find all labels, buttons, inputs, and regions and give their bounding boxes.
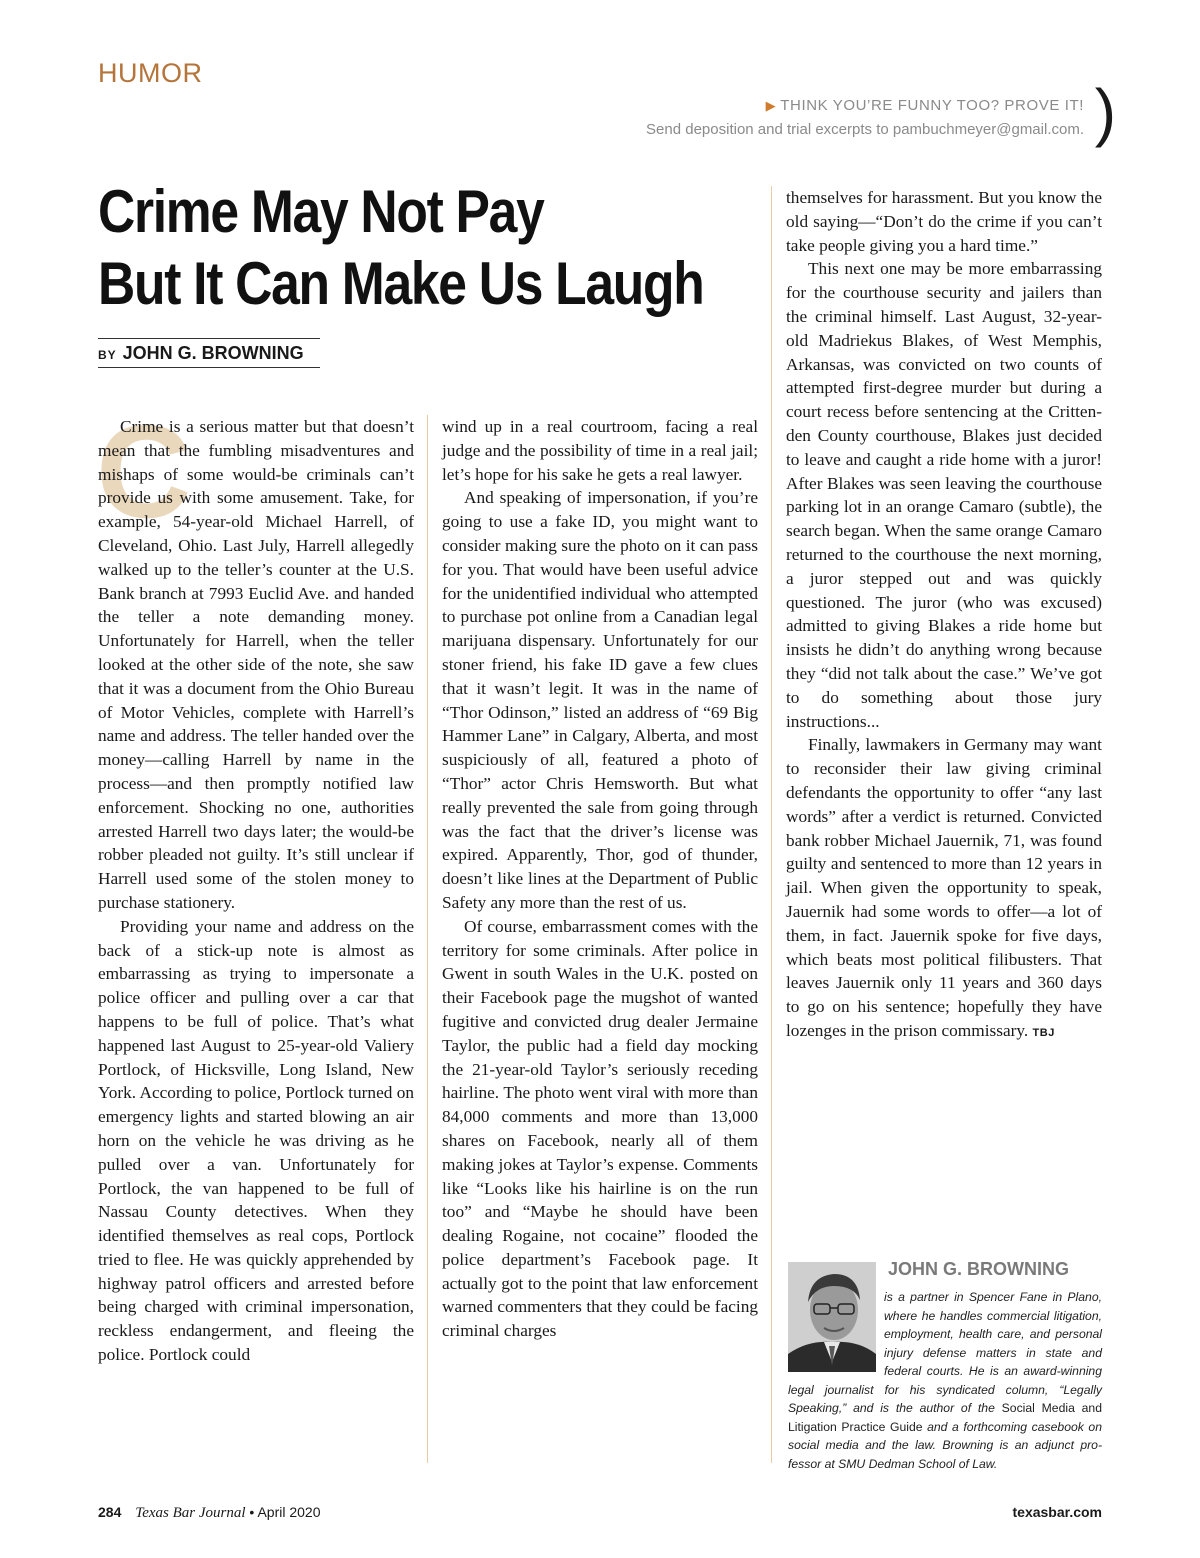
page-number: 284	[98, 1504, 122, 1520]
triangle-right-icon: ▶	[765, 98, 777, 113]
photo-spacer	[788, 1288, 884, 1380]
website-link[interactable]: texasbar.com	[1012, 1504, 1102, 1520]
byline-prefix: BY	[98, 348, 117, 362]
article-column-1	[98, 415, 414, 1367]
bio-text: is a partner in Spencer Fane in Plano, where he handles commercial litigation, employment, health care, and personal injury defense matters in state and federal courts. He is an award-winning legal journalist for his syndicated column, “Legally Speaking,” and is the author of the	[788, 1290, 1102, 1415]
footer-separator: •	[249, 1504, 255, 1520]
byline-author: JOHN G. BROWNING	[122, 343, 304, 363]
paragraph: wind up in a real courtroom, facing a real judge and the possibility of time in a real jail; let’s hope for his sake he gets a real lawyer.	[442, 417, 758, 484]
column-divider	[771, 186, 772, 1463]
section-label: HUMOR	[98, 58, 203, 88]
promo-headline-text: THINK YOU’RE FUNNY TOO? PROVE IT!	[780, 97, 1084, 114]
drop-cap: C	[96, 398, 192, 545]
title-line-2: But It Can Make Us Laugh	[98, 250, 704, 317]
promo-subtext: Send deposition and trial excerpts to pambuchmeyer@gmail.com.	[646, 121, 1084, 138]
page-footer	[98, 1504, 1102, 1526]
author-box-name: JOHN G. BROWNING	[888, 1259, 1070, 1279]
article-column-3	[786, 186, 1102, 1046]
paragraph-text: Finally, lawmakers in Germany may want to reconsider their law giving criminal defendants the opportunity to offer “any last words” after a verdict is returned. Convicted bank robber Michael Jauernik, 71, was found guilty and sentenced to more than 12 years in jail. When given the opportunity to speak, Jauernik had some words to offer—a lot of them, in fact. Jauernik spoke for five days, which beats most political filibusters. That leaves Jauernik only 11 years and 360 days to go on his sentence; hopefully they have lozenges in the prison commissary.	[786, 735, 1102, 1040]
end-mark: TBJ	[1032, 1026, 1055, 1039]
paragraph: Providing your name and address on the back of a stick-up note is almost as embarrassing as trying to impersonate a police officer and pulling over a car that happens to be full of police. That’s what happened last August to 25-year-old Valiery Portlock, of Hicksville, Long Island, New York. According to police, Portlock turned on emergency lights and started blowing an air horn on the vehicle he was driving as he pulled over a van. Unfortunately for Portlock, the van happened to be full of Nassau County detectives. When they identified themselves as real cops, Portlock tried to flee. He was quickly apprehended by highway patrol officers and arrested before being charged with criminal impersonation, reckless endangerment, and fleeing the police. Portlock could	[98, 916, 414, 1365]
paragraph: Of course, embarrassment comes with the territory for some criminals. After police in Gwent in south Wales in the U.K. posted on their Facebook page the mugshot of wanted fugitive and convicted drug dealer Jermaine Taylor, the public had a field day mocking the 21-year-old Taylor’s seriously receding hairline. The photo went viral with more than 84,000 comments and more than 13,000 shares on Facebook, nearly all of them making jokes at Taylor’s expense. Comments like “Looks like his hairline is on the run too” and “Maybe he should have been dealing Rogaine, not cocaine” flooded the police department’s Facebook page. It actually got to the point that law enforcement warned commenters that they could be facing criminal charges	[442, 916, 758, 1341]
bio-book-title: Social Media and Litigation Practice Guide	[788, 1401, 1102, 1434]
issue-date: April 2020	[257, 1504, 321, 1520]
article-title	[98, 176, 704, 320]
promo-box	[646, 96, 1084, 141]
paragraph: themselves for harassment. But you know the old saying—“Don’t do the crime if you can’t take people giving you a hard time.”	[786, 188, 1102, 255]
magazine-name: Texas Bar Journal	[135, 1505, 246, 1521]
paragraph: And speaking of impersonation, if you’re going to use a fake ID, you might want to consider making sure the photo on it can pass for you. That would have been useful advice for the unidentified individual who attempted to purchase pot online from a Canadian legal marijuana dispensary. Unfortunately for our stoner friend, his fake ID gave a few clues that it wasn’t legit. It was in the name of “Thor Odinson,” listed an address of “69 Big Hammer Lane” in Calgary, Alberta, and most suspiciously of all, featured a photo of “Thor” actor Chris Hemsworth. But what really prevented the sale from going through was the fact that the driver’s license was expired. Apparently, Thor, god of thunder, doesn’t like lines at the Department of Public Safety any more than the rest of us.	[442, 488, 758, 912]
author-bio	[788, 1288, 1102, 1473]
paragraph: This next one may be more embarrassing for the courthouse security and jailers than the criminal himself. Last August, 32-year-old Madriekus Blakes, of West Memphis, Arkansas, was convicted on two counts of attempted first-degree murder but during a court recess before sentencing at the Crittenden County courthouse, Blakes just decided to leave and caught a ride home with a juror! After Blakes was seen leaving the courthouse parking lot in an orange Camaro (subtle), the search began. When the same orange Camaro returned to the courthouse the next morning, a juror stepped out and was quickly questioned. The juror (who was excused) admitted to giving Blakes a ride home but insists he didn’t do anything wrong because they “did not talk about the case.” We’ve got to do something about those jury instructions...	[786, 259, 1102, 731]
title-line-1: Crime May Not Pay	[98, 178, 544, 245]
byline	[98, 338, 320, 368]
promo-headline	[646, 96, 1084, 116]
footer-left	[98, 1504, 321, 1522]
bio-text: and a forthcoming casebook on social media and the law. Browning is an adjunct professor at SMU Dedman School of Law.	[788, 1419, 1102, 1471]
column-divider	[427, 415, 428, 1463]
paragraph: Crime is a serious matter but that doesn’t mean that the fumbling misadventures and mishaps of some would-be criminals can’t provide us with some amusement. Take, for example, 54-year-old Michael Harrell, of Cleveland, Ohio. Last July, Harrell allegedly walked up to the teller’s counter at the U.S. Bank branch at 7993 Euclid Ave. and handed the teller a note demanding money. Unfortunately for Harrell, when the teller looked at the other side of the note, she saw that it was a document from the Ohio Bureau of Motor Vehicles, complete with Harrell’s name and address. The teller handed over the money—calling Harrell by name in the process—and then promptly notified law enforcement. Shocking no one, authorities arrested Harrell two days later; the would-be robber pleaded not guilty. It’s still unclear if Harrell used some of the stolen money to purchase stationery.	[98, 417, 414, 912]
promo-bracket: )	[1094, 76, 1116, 148]
paragraph	[786, 733, 1102, 1045]
article-column-2	[442, 415, 758, 1343]
